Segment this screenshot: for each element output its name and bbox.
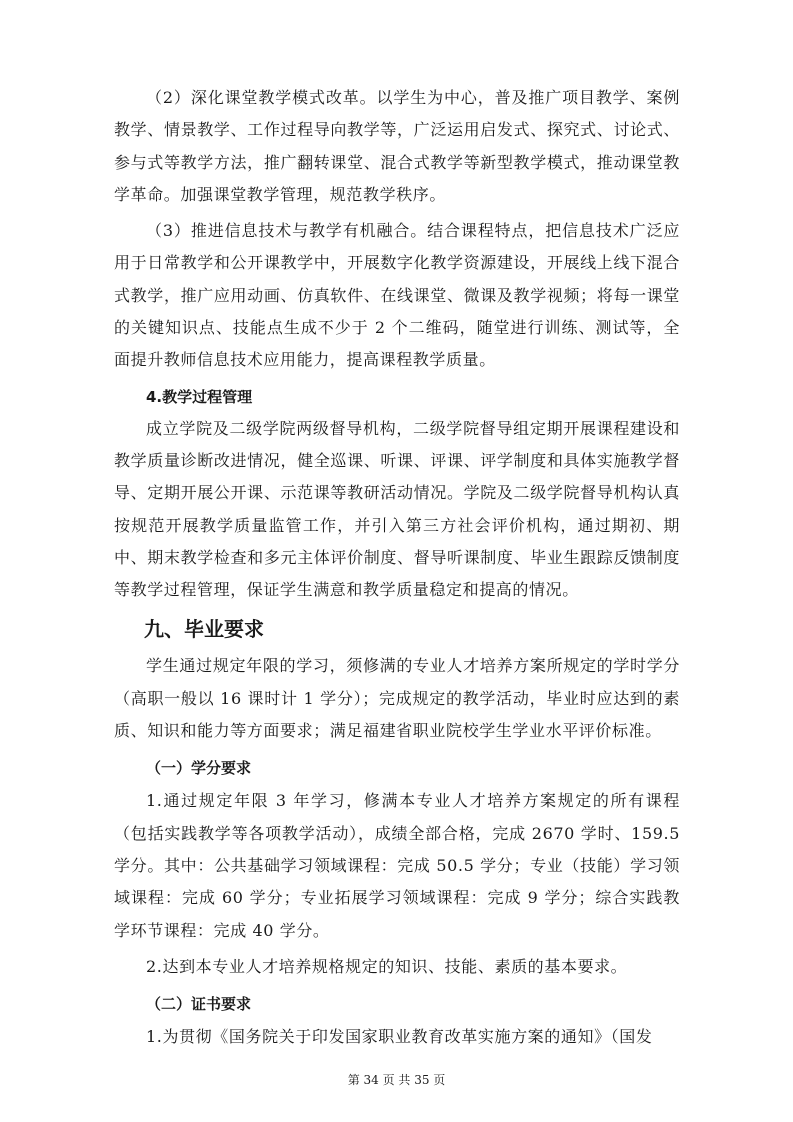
- paragraph-graduation-intro: 学生通过规定年限的学习，须修满的专业人才培养方案所规定的学时学分（高职一般以 16 课时计 1 学分）；完成规定的教学活动，毕业时应达到的素质、知识和能力等方面要求；满足福建省职业院校学生学业水平评价标准。: [114, 656, 680, 741]
- paragraph-credit-item-1: 1.通过规定年限 3 年学习，修满本专业人才培养方案规定的所有课程（包括实践教学等各项教学活动），成绩全部合格，完成 2670 学时、159.5 学分。其中：公共基础学习领域课程：完成 50.5 学分；专业（技能）学习领域课程：完成 60 学分；专业拓展学习领域课程：完成 9 学分；综合实践教学环节课程：完成 40 学分。: [114, 791, 680, 940]
- paragraph-credit-item-2: 2.达到本专业人才培养规格规定的知识、技能、素质的基本要求。: [146, 956, 628, 976]
- heading-credit-requirements: （一）学分要求: [146, 759, 252, 778]
- heading-teaching-process-management: 4.教学过程管理: [146, 387, 253, 406]
- paragraph-supervision: 成立学院及二级学院两级督导机构，二级学院督导组定期开展课程建设和教学质量诊断改进情况，健全巡课、听课、评课、评学制度和具体实施教学督导、定期开展公开课、示范课等教研活动情况。学院及二级学院督导机构认真按规范开展教学质量监管工作，并引入第三方社会评价机构，通过期初、期中、期末教学检查和多元主体评价制度、督导听课制度、毕业生跟踪反馈制度等教学过程管理，保证学生满意和教学质量稳定和提高的情况。: [114, 418, 680, 600]
- heading-certificate-requirements: （二）证书要求: [146, 995, 252, 1014]
- heading-graduation-requirements: 九、毕业要求: [144, 617, 264, 642]
- page-number-footer: 第 34 页 共 35 页: [347, 1073, 446, 1087]
- page-content: [114, 82, 680, 1053]
- paragraph-certificate-item-1: 1.为贯彻《国务院关于印发国家职业教育改革实施方案的通知》（国发: [146, 1027, 653, 1047]
- paragraph-deepen-classroom-reform: （2）深化课堂教学模式改革。以学生为中心，普及推广项目教学、案例教学、情景教学、工作过程导向教学等，广泛运用启发式、探究式、讨论式、参与式等教学方法，推广翻转课堂、混合式教学等新型教学模式，推动课堂教学革命。加强课堂教学管理，规范教学秩序。: [114, 88, 680, 204]
- paragraph-info-tech-integration: （3）推进信息技术与教学有机融合。结合课程特点，把信息技术广泛应用于日常教学和公开课教学中，开展数字化教学资源建设，开展线上线下混合式教学，推广应用动画、仿真软件、在线课堂、微课及教学视频；将每一课堂的关键知识点、技能点生成不少于 2 个二维码，随堂进行训练、测试等，全面提升教师信息技术应用能力，提高课程教学质量。: [114, 221, 680, 370]
